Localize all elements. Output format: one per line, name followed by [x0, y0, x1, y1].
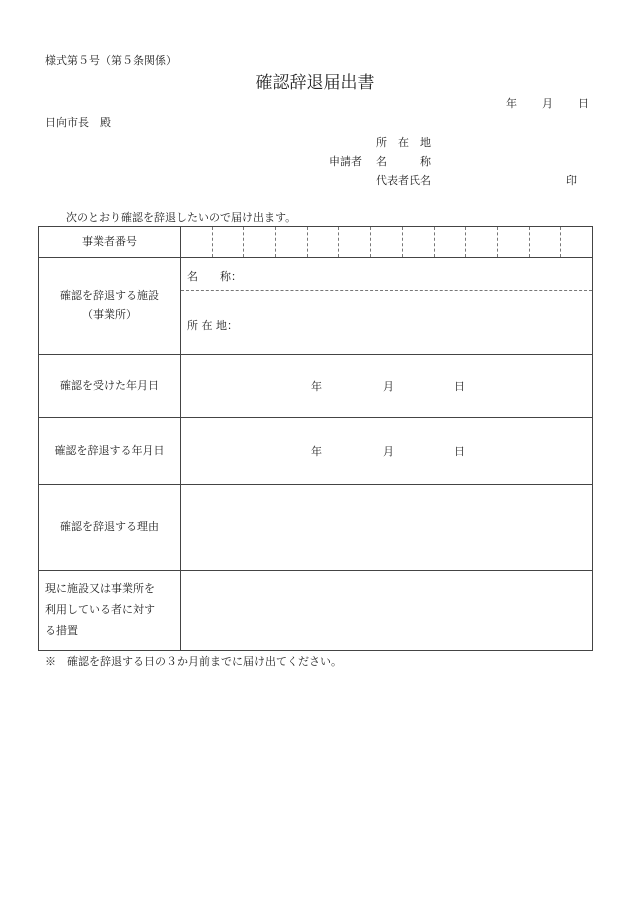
- withdraw-month-label: 月: [383, 445, 394, 458]
- digit-cell[interactable]: [370, 227, 402, 257]
- business-number-label: 事業者番号: [39, 227, 181, 258]
- received-year-label: 年: [311, 380, 322, 393]
- form-number: 様式第５号（第５条関係）: [45, 54, 177, 67]
- digit-cell[interactable]: [434, 227, 466, 257]
- measures-row: [39, 571, 593, 651]
- reason-field[interactable]: [181, 485, 593, 571]
- facility-address-field[interactable]: [181, 291, 592, 354]
- intro-text: 次のとおり確認を辞退したいので届け出ます。: [66, 211, 297, 224]
- representative-label: 代表者氏名: [376, 174, 431, 187]
- facility-row: [39, 258, 593, 355]
- footnote: ※ 確認を辞退する日の３か月前までに届け出てください。: [45, 655, 342, 668]
- measures-label-line2: 利用している者に対す: [45, 603, 155, 617]
- facility-name-field[interactable]: [181, 258, 592, 291]
- withdraw-day-label: 日: [454, 445, 465, 458]
- received-date-row: [39, 355, 593, 418]
- date-day-label: 日: [578, 97, 589, 110]
- digit-cell[interactable]: [402, 227, 434, 257]
- withdraw-year-label: 年: [311, 445, 322, 458]
- digit-cell[interactable]: [243, 227, 275, 257]
- received-date-label: 確認を受けた年月日: [39, 355, 181, 418]
- digit-cell[interactable]: [560, 227, 592, 257]
- facility-label-line1: 確認を辞退する施設: [60, 289, 159, 303]
- received-date-field[interactable]: [181, 355, 593, 418]
- digit-cell[interactable]: [338, 227, 370, 257]
- withdrawal-form-table: [38, 226, 593, 651]
- measures-label-line1: 現に施設又は事業所を: [45, 582, 155, 596]
- digit-cell[interactable]: [212, 227, 244, 257]
- seal-mark: 印: [566, 174, 577, 187]
- addressee: 日向市長 殿: [45, 116, 111, 129]
- facility-label: [39, 258, 181, 355]
- digit-cell[interactable]: [307, 227, 339, 257]
- received-month-label: 月: [383, 380, 394, 393]
- withdraw-date-row: [39, 418, 593, 485]
- facility-fields: [181, 258, 593, 355]
- measures-field[interactable]: [181, 571, 593, 651]
- facility-label-line2: （事業所）: [82, 308, 137, 321]
- business-number-field[interactable]: [181, 227, 593, 258]
- reason-label: 確認を辞退する理由: [39, 485, 181, 571]
- facility-address-label: 所 在 地：: [187, 319, 238, 332]
- reason-row: [39, 485, 593, 571]
- digit-cell[interactable]: [275, 227, 307, 257]
- facility-name-label: 名 称：: [187, 270, 242, 283]
- received-day-label: 日: [454, 380, 465, 393]
- business-number-row: [39, 227, 593, 258]
- digit-cell[interactable]: [181, 227, 212, 257]
- document-title: 確認辞退届出書: [255, 73, 375, 93]
- applicant-label: 申請者: [329, 155, 362, 168]
- digit-cell[interactable]: [529, 227, 561, 257]
- applicant-address-label: 所 在 地: [376, 136, 431, 149]
- withdraw-date-label: 確認を辞退する年月日: [39, 418, 181, 485]
- measures-label: [39, 571, 181, 651]
- digit-cell[interactable]: [497, 227, 529, 257]
- digit-cell[interactable]: [465, 227, 497, 257]
- withdraw-date-field[interactable]: [181, 418, 593, 485]
- applicant-name-label: 名 称: [376, 155, 431, 168]
- date-year-label: 年: [506, 97, 517, 110]
- date-month-label: 月: [542, 97, 553, 110]
- measures-label-line3: る措置: [45, 623, 78, 637]
